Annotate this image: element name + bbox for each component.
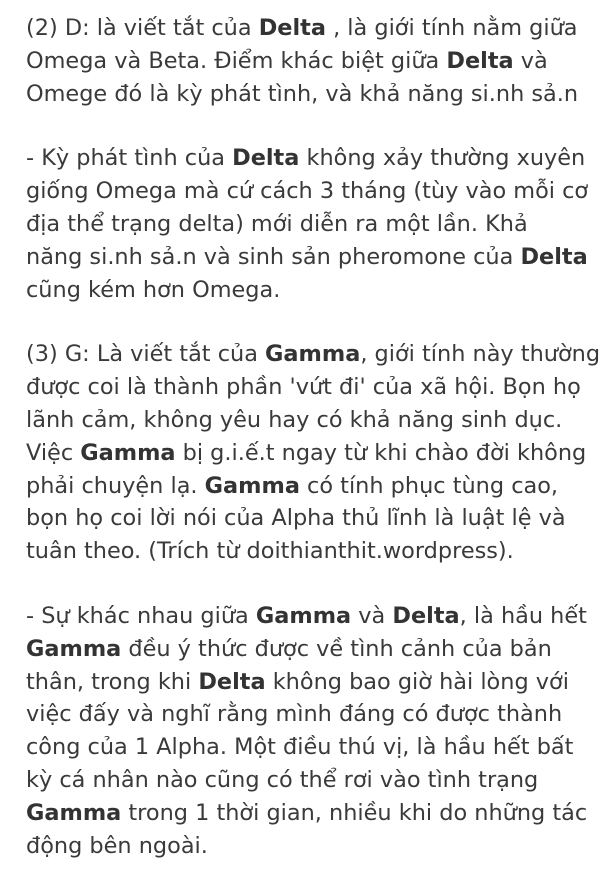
- text-segment: , giới tính này thường: [360, 341, 600, 368]
- paragraph: [26, 338, 600, 568]
- text-segment: và: [513, 47, 548, 74]
- bold-term: Delta: [232, 145, 300, 172]
- text-line: [26, 698, 578, 731]
- paragraph: [26, 600, 588, 862]
- bold-term: Gamma: [265, 341, 361, 368]
- text-segment: không xảy thường xuyên: [299, 145, 586, 172]
- text-line: [26, 731, 578, 764]
- text-segment: tuân theo. (Trích từ doithianthit.wordpress).: [26, 538, 514, 565]
- text-line: [26, 404, 578, 437]
- paragraph: [26, 12, 578, 110]
- text-line: [26, 633, 578, 666]
- text-segment: việc đấy và nghĩ rằng mình đáng có được thành: [26, 701, 563, 728]
- text-segment: (3) G: Là viết tắt của: [26, 341, 266, 368]
- text-line: [26, 371, 581, 404]
- text-segment: không bao giờ hài lòng với: [265, 668, 569, 695]
- text-line: [26, 175, 589, 208]
- text-segment: phải chuyện lạ.: [26, 472, 205, 499]
- text-line: [26, 142, 586, 175]
- paragraph: [26, 142, 589, 306]
- text-segment: Omege đó là kỳ phát tình, và khả năng si.nh sả.n: [26, 80, 579, 107]
- text-segment: động bên ngoài.: [26, 832, 208, 859]
- text-segment: - Sự khác nhau giữa: [26, 602, 256, 629]
- bold-term: Delta: [258, 15, 326, 41]
- bold-term: Gamma: [80, 439, 176, 466]
- text-segment: đều ý thức được về tình cảnh của bản: [121, 635, 552, 662]
- bold-term: Delta: [446, 47, 514, 74]
- text-line: [26, 78, 578, 111]
- text-segment: Omega và Beta. Điểm khác biệt giữa: [26, 47, 447, 74]
- text-segment: lãnh cảm, không yêu hay có khả năng sinh dục.: [26, 406, 563, 433]
- text-line: [26, 12, 578, 45]
- bold-term: Gamma: [26, 799, 122, 826]
- bold-term: Delta: [520, 243, 588, 270]
- text-segment: - Kỳ phát tình của: [26, 145, 233, 172]
- bold-term: Gamma: [26, 635, 122, 662]
- text-line: [26, 274, 578, 307]
- text-segment: giống Omega mà cứ cách 3 tháng (tùy vào mỗi cơ: [26, 178, 589, 205]
- text-line: [26, 764, 578, 797]
- text-segment: Việc: [26, 439, 81, 466]
- text-segment: , là giới tính nằm giữa: [325, 15, 578, 41]
- text-line: [26, 502, 578, 535]
- text-segment: năng si.nh sả.n và sinh sản pheromone của: [26, 243, 521, 270]
- text-line: [26, 437, 587, 470]
- text-line: [26, 535, 578, 568]
- text-segment: thân, trong khi: [26, 668, 199, 695]
- text-segment: cũng kém hơn Omega.: [26, 276, 281, 303]
- text-segment: , là hầu hết: [459, 602, 587, 629]
- text-segment: được coi là thành phần 'vứt đi' của xã hội. Bọn họ: [26, 374, 581, 401]
- text-segment: (2) D: là viết tắt của: [26, 15, 259, 41]
- text-segment: trong 1 thời gian, nhiều khi do những tác: [121, 799, 588, 826]
- text-line: [26, 830, 578, 863]
- text-line: [26, 470, 578, 503]
- text-segment: kỳ cá nhân nào cũng có thể rơi vào tình trạng: [26, 766, 539, 793]
- bold-term: Delta: [198, 668, 266, 695]
- text-segment: có tính phục tùng cao,: [299, 472, 559, 499]
- bold-term: Gamma: [204, 472, 300, 499]
- text-line: [26, 600, 587, 633]
- text-line: [26, 666, 578, 699]
- bold-term: Gamma: [255, 602, 352, 629]
- text-segment: địa thể trạng delta) mới diễn ra một lần. Khả: [26, 210, 528, 237]
- text-line: [26, 797, 588, 830]
- text-segment: bị g.i.ế.t ngay từ khi chào đời không: [175, 439, 587, 466]
- text-segment: bọn họ coi lời nói của Alpha thủ lĩnh là luật lệ và: [26, 505, 566, 532]
- text-line: [26, 208, 578, 241]
- bold-term: Delta: [392, 602, 460, 629]
- text-line: [26, 338, 600, 371]
- text-line: [26, 241, 588, 274]
- text-segment: và: [351, 602, 393, 629]
- text-line: [26, 45, 578, 78]
- text-segment: công của 1 Alpha. Một điều thú vị, là hầu hết bất: [26, 734, 574, 761]
